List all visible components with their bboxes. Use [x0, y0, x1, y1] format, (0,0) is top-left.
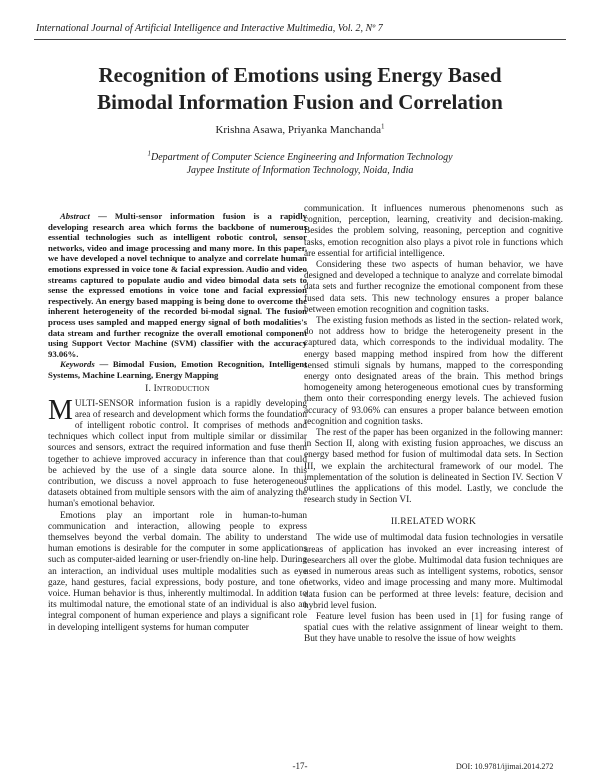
- abstract-text: — Multi-sensor information fusion is a rapidly developing research area which forms the backbone of numerous essential technologies such as intelligent robotic control, sensor networks, video and image processing and many more. In this paper, we have developed a novel technique to analyze and correlate human emotions expressed in voice tone & facial expression. Audio and video streams captured to populate audio and video bimodal data sets to sense the expressed emotions in voice tone and facial expression respectively. An energy based mapping is being done to overcome the inherent heterogeneity of the recorded bi-modal signal. The fusion process uses sampled and mapped energy signal of both modalities's data stream and further recognize the overall emotional component using Support Vector Machine (SVM) classifier with the accuracy 93.06%.: [48, 211, 307, 359]
- title-line-1: Recognition of Emotions using Energy Based: [98, 63, 502, 87]
- affiliation: [40, 151, 560, 177]
- keywords: [48, 359, 307, 380]
- abstract: [48, 211, 307, 359]
- right-paragraph-0: communication. It influences numerous phenomenons such as cognition, perception, learning, creativity and decision-making. Besides the problem solving, reasoning, perception and cognitive tasks, emotion recognition also plays a pivot role in functions which are essential for artificial intelligence.: [304, 204, 563, 259]
- author-sup: 1: [381, 122, 385, 131]
- intro-paragraph-1: [48, 394, 307, 511]
- right-column: [304, 204, 563, 646]
- keywords-lead: Keywords: [60, 359, 95, 370]
- related-paragraph-1: The wide use of multimodal data fusion technologies in versatile areas of application has invoked an ever increasing interest of researchers all over the globe. Multimodal data fusion techniques are used in numerous areas such as intelligent systems, robotics, sensor networks, video and image processing and many more. Multimodal data fusion can be performed at three levels: feature, decision and hybrid level fusion.: [304, 533, 563, 611]
- right-paragraph-3: The rest of the paper has been organized in the following manner: in Section II, along with existing fusion approaches, we discuss an energy based method for fusion of multimodal data sets. In Section III, we explain the architectural framework of our model. The implementation of the solution is delineated in Section IV. Section V outlines the applications of this model. Lastly, we conclude the research study in Section VI.: [304, 428, 563, 506]
- keywords-text: — Bimodal Fusion, Emotion Recognition, Intelligent Systems, Machine Learning, Energy Mapping: [48, 359, 307, 380]
- intro-p1-text: ULTI-SENSOR information fusion is a rapidly developing area of research and development which forms the foundation of intelligent robotic control. It comprises of methods and techniques which collect input from multiple similar or dissimilar sources and sensors, extract the required information and fuse them together to achieve improved accuracy in inference than that could be achieved by the use of a single data source alone. In this contribution, we discuss a novel approach to fuse heterogeneous datasets obtained from multiple sensors with the aim of analyzing the human's emotional behavior.: [48, 398, 307, 510]
- authors: [40, 124, 560, 137]
- header-rule: [34, 39, 566, 40]
- right-paragraph-2: The existing fusion methods as listed in the section- related work, do not address how to bridge the heterogeneity present in the captured data, which corresponds to the individual modality. The energy based mapping method inspired from how the different sensed stimuli signals by humans, mapped to the corresponding energy onto designated areas of the brain. This method brings homogeneity among heterogeneous emotional cues by transforming them onto their corresponding energy levels. The achieved fusion accuracy of 93.06% can ensures a proper balance between emotion recognition and cognition tasks.: [304, 316, 563, 427]
- doi: DOI: 10.9781/ijimai.2014.272: [456, 762, 554, 771]
- abstract-lead: Abstract: [60, 211, 90, 221]
- section-heading-related-work: II.RELATED WORK: [390, 517, 477, 528]
- section-heading-introduction: I. Introduction: [145, 383, 210, 394]
- affil-line-2: Jaypee Institute of Information Technology, Noida, India: [186, 165, 414, 176]
- author-names: Krishna Asawa, Priyanka Manchanda: [215, 124, 382, 136]
- related-paragraph-2: Feature level fusion has been used in [1] for fusing range of spatial cues with the relative assignment of linear weight to them. But they have unable to resolve the issue of how weights: [304, 611, 563, 645]
- page-number: -17-: [292, 761, 308, 771]
- affil-sup: 1: [147, 149, 151, 158]
- affil-line-1: Department of Computer Science Engineering and Information Technology: [150, 152, 453, 163]
- title-line-2: Bimodal Information Fusion and Correlation: [97, 90, 503, 114]
- drop-cap: M: [48, 394, 73, 426]
- right-paragraph-1: Considering these two aspects of human behavior, we have designed and developed a technique to analyze and correlate bimodal data sets and further recognize the emotional component from these fused data sets. This new technology ensures a proper balance between emotion recognition and cognition tasks.: [304, 260, 563, 315]
- left-column: [48, 211, 307, 634]
- intro-paragraph-2: Emotions play an important role in human-to-human communication and interaction, allowing people to express themselves beyond the verbal domain. The ability to understand human emotions is desirable for the computer in some applications such as computer-aided learning or user-friendly on-line help. During an interaction, an individual uses multiple modalities such as eye gaze, hand gestures, facial expressions, body posture, and tone of voice. Human behavior is thus, inherently multimodal. In addition to its multimodal nature, the emotional state of an individual is also an integral component of human experience and plays a significant role in developing intelligent systems for human computer: [48, 510, 307, 633]
- paper-title: [40, 62, 560, 116]
- journal-header: International Journal of Artificial Intelligence and Interactive Multimedia, Vol. 2, Nº 7: [36, 23, 383, 34]
